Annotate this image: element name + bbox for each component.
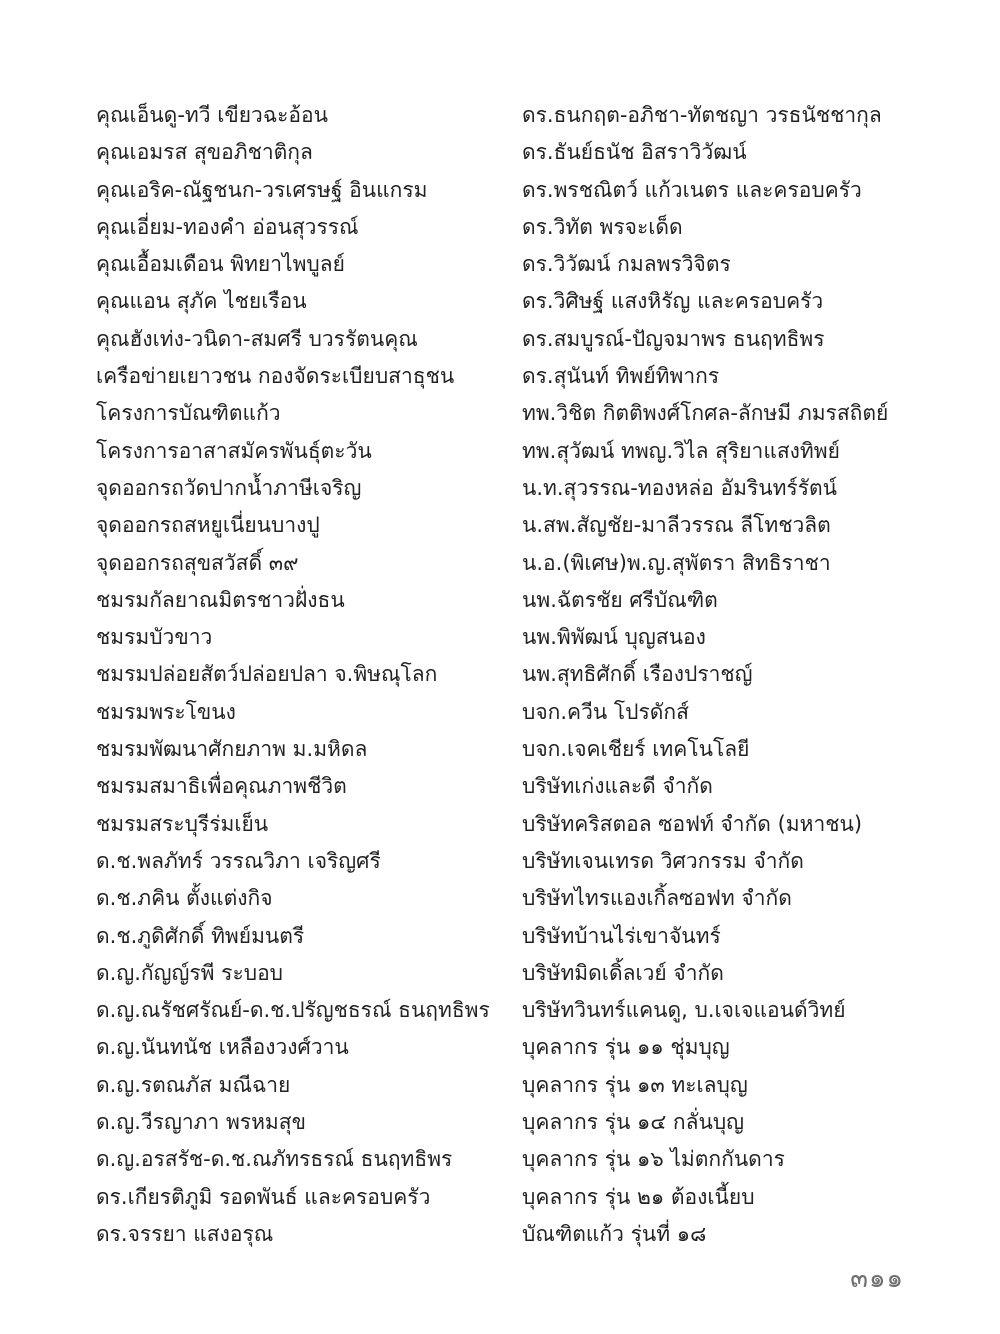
donor-name-entry: ชมรมสมาธิเพื่อคุณภาพชีวิต	[96, 774, 347, 799]
right-name-column	[522, 97, 962, 1253]
donor-name-entry: น.สพ.สัญชัย-มาลีวรรณ ลีโทชวลิต	[522, 513, 831, 538]
donor-name-entry: บริษัทเก่งและดี จำกัด	[522, 774, 713, 799]
donor-name-entry: ดร.สมบูรณ์-ปัญจมาพร ธนฤทธิพร	[522, 326, 825, 351]
donor-name-entry: น.ท.สุวรรณ-ทองหล่อ อัมรินทร์รัตน์	[522, 475, 837, 500]
donor-name-entry: ทพ.สุวัฒน์ ทพญ.วิไล สุริยาแสงทิพย์	[522, 438, 840, 463]
donor-name-entry: ดร.เกียรติภูมิ รอดพันธ์ และครอบครัว	[96, 1184, 431, 1209]
donor-name-entry: คุณเอ็นดู-ทวี เขียวฉะอ้อน	[96, 103, 328, 127]
donor-name-entry: ดร.วิศิษฐ์ แสงหิรัญ และครอบครัว	[522, 289, 824, 314]
donor-name-entry: จุดออกรถสหยูเนี่ยนบางปู	[96, 513, 320, 538]
donor-name-entry: คุณเอี่ยม-ทองคำ อ่อนสุวรรณ์	[96, 214, 359, 239]
donor-name-entry: ดร.ธันย์ธนัช อิสราวิวัฒน์	[522, 140, 747, 165]
donor-name-entry: ชมรมกัลยาณมิตรชาวฝั่งธน	[96, 587, 345, 612]
donor-name-entry: คุณแอน สุภัค ไชยเรือน	[96, 289, 307, 314]
donor-name-entry: ดร.วิวัฒน์ กมลพรวิจิตร	[522, 252, 731, 277]
donor-name-entry: บุคลากร รุ่น ๑๖ ไม่ตกกันดาร	[522, 1147, 785, 1172]
donor-name-entry: บริษัทบ้านไร่เขาจันทร์	[522, 923, 721, 948]
donor-name-entry: นพ.ฉัตรชัย ศรีบัณฑิต	[522, 587, 718, 612]
donor-name-entry: ชมรมบัวขาว	[96, 625, 213, 650]
donor-name-entry: ด.ช.ภคิน ตั้งแต่งกิจ	[96, 886, 273, 911]
donor-name-entry: เครือข่ายเยาวชน กองจัดระเบียบสาธุชน	[96, 364, 455, 389]
donor-name-entry: บริษัทวินทร์แคนดู, บ.เจเจแอนด์วิทย์	[522, 998, 846, 1023]
donor-name-entry: ดร.จรรยา แสงอรุณ	[96, 1221, 274, 1246]
donor-name-entry: ดร.พรชณิตว์ แก้วเนตร และครอบครัว	[522, 177, 862, 202]
donor-name-entry: ด.ญ.กัญญ์รพี ระบอบ	[96, 960, 284, 985]
donor-name-entry: ด.ญ.วีรญาภา พรหมสุข	[96, 1110, 306, 1135]
donor-name-entry: ด.ญ.รตณภัส มณีฉาย	[96, 1072, 291, 1097]
donor-name-entry: บริษัทมิดเดิ้ลเวย์ จำกัด	[522, 960, 724, 985]
page-number: ๓๑๑	[850, 1264, 904, 1294]
donor-name-entry: คุณเอื้อมเดือน พิทยาไพบูลย์	[96, 252, 345, 277]
donor-name-entry: โครงการอาสาสมัครพันธุ์ตะวัน	[96, 438, 372, 463]
donor-name-entry: ด.ญ.อรสรัช-ด.ช.ณภัทรธรณ์ ธนฤทธิพร	[96, 1147, 453, 1172]
donor-name-entry: บริษัทเจนเทรด วิศวกรรม จำกัด	[522, 848, 804, 873]
donor-name-entry: คุณเอมรส สุขอภิชาติกุล	[96, 140, 313, 165]
donor-name-entry: ด.ช.ภูดิศักดิ์ ทิพย์มนตรี	[96, 923, 305, 948]
donor-name-entry: ชมรมพระโขนง	[96, 699, 236, 724]
donor-name-entry: บุคลากร รุ่น ๑๓ ทะเลบุญ	[522, 1072, 748, 1097]
donor-name-entry: ดร.วิทัต พรจะเด็ด	[522, 214, 683, 239]
donor-name-entry: ชมรมปล่อยสัตว์ปล่อยปลา จ.พิษณุโลก	[96, 662, 438, 687]
left-name-column	[96, 97, 516, 1253]
donor-name-entry: ด.ช.พลภัทร์ วรรณวิภา เจริญศรี	[96, 848, 381, 873]
donor-name-entry: จุดออกรถวัดปากน้ำภาษีเจริญ	[96, 475, 362, 500]
donor-name-entry: คุณเอริค-ณัฐชนก-วรเศรษฐ์ อินแกรม	[96, 177, 428, 202]
donor-name-entry: ทพ.วิชิต กิตติพงศ์โกศล-ลักษมี ภมรสถิตย์	[522, 401, 889, 426]
donor-name-entry: ด.ญ.ณรัชศรัณย์-ด.ช.ปรัญชธรณ์ ธนฤทธิพร	[96, 998, 490, 1023]
donor-name-entry: บจก.เจคเชียร์ เทคโนโลยี	[522, 737, 750, 762]
donor-name-entry: บริษัทคริสตอล ซอฟท์ จำกัด (มหาชน)	[522, 811, 863, 836]
donor-name-entry: บุคลากร รุ่น ๒๑ ต้องเนี้ยบ	[522, 1184, 755, 1209]
donor-name-entry: บุคลากร รุ่น ๑๑ ชุ่มบุญ	[522, 1035, 730, 1060]
donor-name-entry: น.อ.(พิเศษ)พ.ญ.สุพัตรา สิทธิราชา	[522, 550, 831, 575]
donor-name-entry: คุณฮังเท่ง-วนิดา-สมศรี บวรรัตนคุณ	[96, 326, 418, 351]
donor-name-entry: ดร.ธนกฤต-อภิชา-ทัตชญา วรธนัชชากุล	[522, 103, 882, 127]
donor-name-entry: บริษัทไทรแองเกิ้ลซอฟท จำกัด	[522, 886, 792, 911]
donor-name-entry: ดร.สุนันท์ ทิพย์ทิพากร	[522, 364, 720, 389]
donor-name-entry: นพ.พิพัฒน์ บุญสนอง	[522, 625, 706, 650]
donor-name-entry: บัณฑิตแก้ว รุ่นที่ ๑๘	[522, 1221, 707, 1246]
donor-name-entry: ด.ญ.นันทนัช เหลืองวงศ์วาน	[96, 1035, 349, 1060]
donor-name-entry: โครงการบัณฑิตแก้ว	[96, 401, 281, 426]
donor-name-entry: จุดออกรถสุขสวัสดิ์ ๓๙	[96, 550, 299, 575]
donor-name-entry: ชมรมพัฒนาศักยภาพ ม.มหิดล	[96, 737, 368, 762]
donor-name-entry: ชมรมสระบุรีร่มเย็น	[96, 811, 269, 836]
donor-name-entry: บุคลากร รุ่น ๑๔ กลั่นบุญ	[522, 1110, 745, 1135]
donor-name-entry: บจก.ควีน โปรดักส์	[522, 699, 689, 724]
donor-name-entry: นพ.สุทธิศักดิ์ เรืองปราชญ์	[522, 662, 753, 687]
